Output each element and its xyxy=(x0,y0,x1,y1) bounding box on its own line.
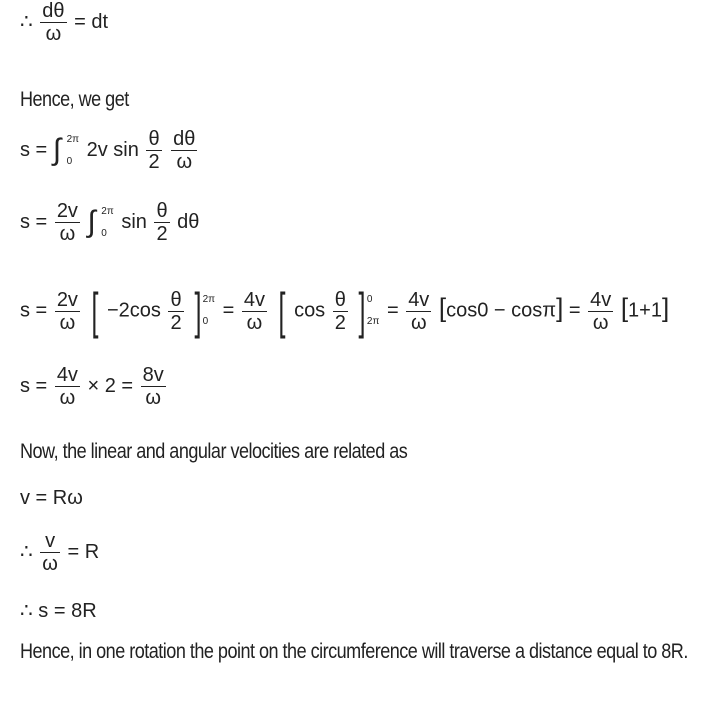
denominator: ω xyxy=(592,311,609,334)
therefore-symbol: ∴ xyxy=(20,540,33,563)
numerator: θ xyxy=(148,128,160,150)
right-bracket: ] xyxy=(358,283,366,339)
equals: = xyxy=(386,299,399,322)
denominator: ω xyxy=(145,387,162,409)
lhs: s = xyxy=(20,138,48,161)
fraction-8v-over-omega xyxy=(141,364,166,409)
left-bracket: [ xyxy=(90,283,98,339)
numerator: 8v xyxy=(142,364,164,386)
upper-limit: 2π xyxy=(101,205,114,217)
lower-limit: 2π xyxy=(366,316,380,327)
fraction-theta-over-2 xyxy=(333,289,348,334)
numerator: 2v xyxy=(56,288,78,311)
equation-s-eq-8r: ∴ s = 8R xyxy=(20,600,97,622)
denominator: 2 xyxy=(334,311,346,334)
bracket-close: ] xyxy=(661,292,670,323)
right-bracket: ] xyxy=(194,283,202,339)
cos-difference: cos0 − cosπ xyxy=(446,299,557,322)
fraction-2v-over-omega xyxy=(55,200,80,245)
fraction-theta-over-2 xyxy=(168,289,183,334)
denominator: 2 xyxy=(156,223,168,245)
denominator: ω xyxy=(59,311,76,334)
numerator: 4v xyxy=(56,364,78,386)
equation-s-factored xyxy=(20,200,199,245)
denominator: ω xyxy=(59,223,76,245)
upper-limit: 0 xyxy=(366,294,373,305)
upper-limit: 2π xyxy=(202,294,216,305)
denominator: 2 xyxy=(148,151,160,173)
denominator: ω xyxy=(410,311,427,334)
left-bracket: [ xyxy=(278,283,286,339)
fraction-dtheta-over-omega xyxy=(171,128,197,173)
denominator: ω xyxy=(59,387,76,409)
numerator: v xyxy=(40,530,60,553)
equation-s-evaluation xyxy=(20,282,669,340)
rhs: = dt xyxy=(74,10,109,33)
bracket-open: [ xyxy=(438,292,447,323)
numerator: 4v xyxy=(243,288,266,311)
fraction-theta-over-2 xyxy=(146,128,161,173)
lower-limit: 0 xyxy=(66,155,73,167)
fraction-4v-over-omega xyxy=(55,364,80,409)
equation-s-integral xyxy=(20,128,199,173)
evaluation-limits xyxy=(203,289,215,333)
equation-v-eq-r-omega: v = Rω xyxy=(20,487,83,509)
lhs: s = xyxy=(20,299,48,322)
sin-term: sin xyxy=(121,210,147,233)
therefore-symbol: ∴ xyxy=(20,10,33,33)
denominator: ω xyxy=(45,23,62,45)
cos-term: cos xyxy=(294,299,326,322)
numerator: θ xyxy=(170,288,182,311)
integral-limits xyxy=(101,201,113,245)
equation-dtheta-over-omega xyxy=(20,0,108,45)
text-linear-angular: Now, the linear and angular velocities are related as xyxy=(20,440,408,463)
denominator: ω xyxy=(246,311,263,334)
equals: = xyxy=(222,299,235,322)
fraction-4v-over-omega xyxy=(406,289,431,334)
integrand: 2v sin xyxy=(86,138,139,161)
rhs: = R xyxy=(67,540,100,563)
numerator: θ xyxy=(334,288,346,311)
times-two: × 2 = xyxy=(87,374,134,397)
denominator: ω xyxy=(42,553,58,575)
numerator: 4v xyxy=(590,288,612,311)
denominator: ω xyxy=(176,151,193,173)
numerator: dθ xyxy=(173,128,196,150)
lhs: s = xyxy=(20,210,48,233)
integral-limits xyxy=(67,129,79,173)
fraction-theta-over-2 xyxy=(154,200,169,245)
numerator: dθ xyxy=(42,0,65,22)
equation-s-result xyxy=(20,364,168,409)
lower-limit: 0 xyxy=(202,316,209,327)
denominator: 2 xyxy=(170,311,182,334)
fraction-v-over-omega xyxy=(40,530,60,575)
lower-limit: 0 xyxy=(101,227,107,239)
numerator: 4v xyxy=(408,288,430,311)
fraction-4v-over-omega xyxy=(242,289,267,334)
evaluation-limits xyxy=(367,289,379,333)
bracket-open: [ xyxy=(620,292,629,323)
neg-2cos: −2cos xyxy=(106,299,161,322)
fraction-4v-over-omega xyxy=(588,289,613,334)
upper-limit: 2π xyxy=(66,133,80,145)
equals: = xyxy=(568,299,581,322)
bracket-close: ] xyxy=(556,292,564,323)
text-conclusion: Hence, in one rotation the point on the circumference will traverse a distance equal to 8R. xyxy=(20,640,688,663)
sum: 1+1 xyxy=(628,299,662,322)
fraction-2v-over-omega xyxy=(55,289,80,334)
differential: dθ xyxy=(177,210,200,233)
lhs: s = xyxy=(20,374,48,397)
integral-sign: ∫ xyxy=(52,133,62,167)
numerator: 2v xyxy=(56,200,78,222)
integral-sign: ∫ xyxy=(87,205,96,239)
numerator: θ xyxy=(156,200,168,222)
fraction xyxy=(40,0,66,45)
text-hence-we-get: Hence, we get xyxy=(20,88,129,111)
equation-v-over-omega xyxy=(20,530,99,575)
